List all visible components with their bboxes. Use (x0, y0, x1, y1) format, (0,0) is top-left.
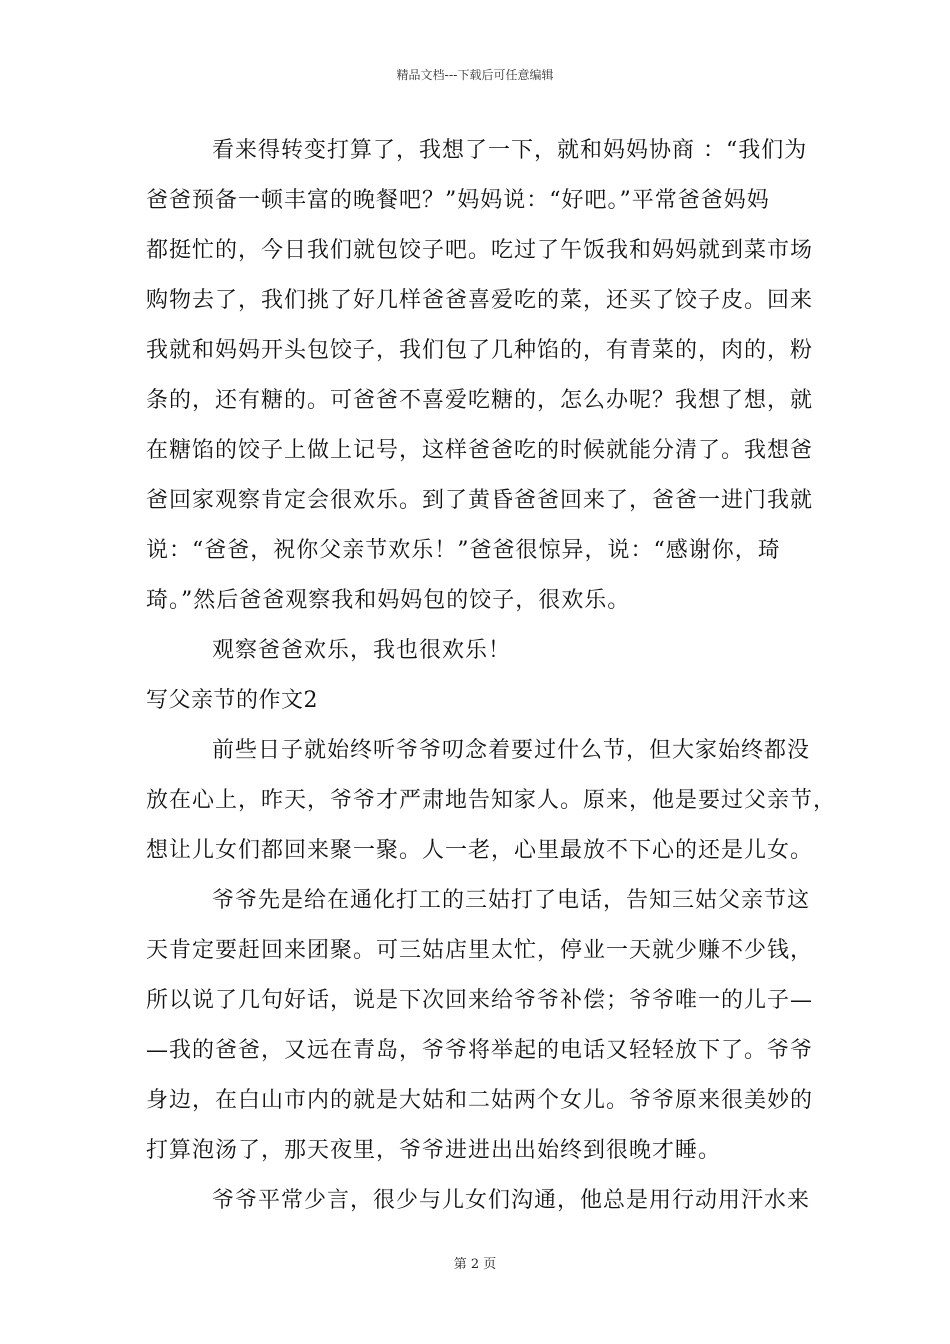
paragraph-line: 看来得转变打算了，我想了一下，就和妈妈协商 ：“我们为 (212, 138, 808, 163)
page-header: 精品文档---下载后可任意编辑 (396, 68, 554, 82)
paragraph-line: 观察爸爸欢乐，我也很欢乐！ (212, 638, 512, 663)
paragraph-line: 爸爸预备一顿丰富的晚餐吧？”妈妈说：“好吧。”平常爸爸妈妈 (146, 188, 770, 213)
paragraph-line: —我的爸爸，又远在青岛，爷爷将举起的电话又轻轻放下了。爷爷 (146, 1038, 814, 1063)
paragraph-line: 想让儿女们都回来聚一聚。人一老，心里最放不下心的还是儿女。 (146, 838, 814, 863)
paragraph-line: 打算泡汤了，那天夜里，爷爷进进出出始终到很晚才睡。 (146, 1138, 722, 1163)
paragraph-line: 条的，还有糖的。可爸爸不喜爱吃糖的，怎么办呢？我想了想，就 (146, 388, 814, 413)
paragraph-line: 琦。”然后爸爸观察我和妈妈包的饺子，很欢乐。 (146, 588, 631, 613)
paragraph-line: 身边，在白山市内的就是大姑和二姑两个女儿。爷爷原来很美妙的 (146, 1088, 814, 1113)
paragraph-line: 爷爷先是给在通化打工的三姑打了电话，告知三姑父亲节这 (212, 888, 811, 913)
paragraph-line: 天肯定要赶回来团聚。可三姑店里太忙，停业一天就少赚不少钱， (146, 938, 814, 963)
paragraph-line: 所以说了几句好话，说是下次回来给爷爷补偿；爷爷唯一的儿子— (146, 988, 814, 1013)
paragraph-line: 爷爷平常少言，很少与儿女们沟通，他总是用行动用汗水来 (212, 1188, 811, 1213)
paragraph-line: 放在心上，昨天，爷爷才严肃地告知家人。原来，他是要过父亲节， (146, 788, 837, 813)
paragraph-line: 在糖馅的饺子上做上记号，这样爸爸吃的时候就能分清了。我想爸 (146, 438, 814, 463)
page-number: 第 2 页 (453, 1257, 497, 1272)
paragraph-line: 购物去了，我们挑了好几样爸爸喜爱吃的菜，还买了饺子皮。回来 (146, 288, 814, 313)
paragraph-line: 都挺忙的，今日我们就包饺子吧。吃过了午饭我和妈妈就到菜市场 (146, 238, 814, 263)
paragraph-line: 我就和妈妈开头包饺子，我们包了几种馅的，有青菜的，肉的，粉 (146, 338, 814, 363)
paragraph-line: 说：“爸爸，祝你父亲节欢乐！”爸爸很惊异，说：“感谢你，琦 (146, 538, 781, 563)
paragraph-line: 爸回家观察肯定会很欢乐。到了黄昏爸爸回来了，爸爸一进门我就 (146, 488, 814, 513)
paragraph-line: 前些日子就始终听爷爷叨念着要过什么节，但大家始终都没 (212, 738, 811, 763)
section-heading: 写父亲节的作文2 (146, 688, 318, 713)
document-body (146, 132, 837, 1232)
